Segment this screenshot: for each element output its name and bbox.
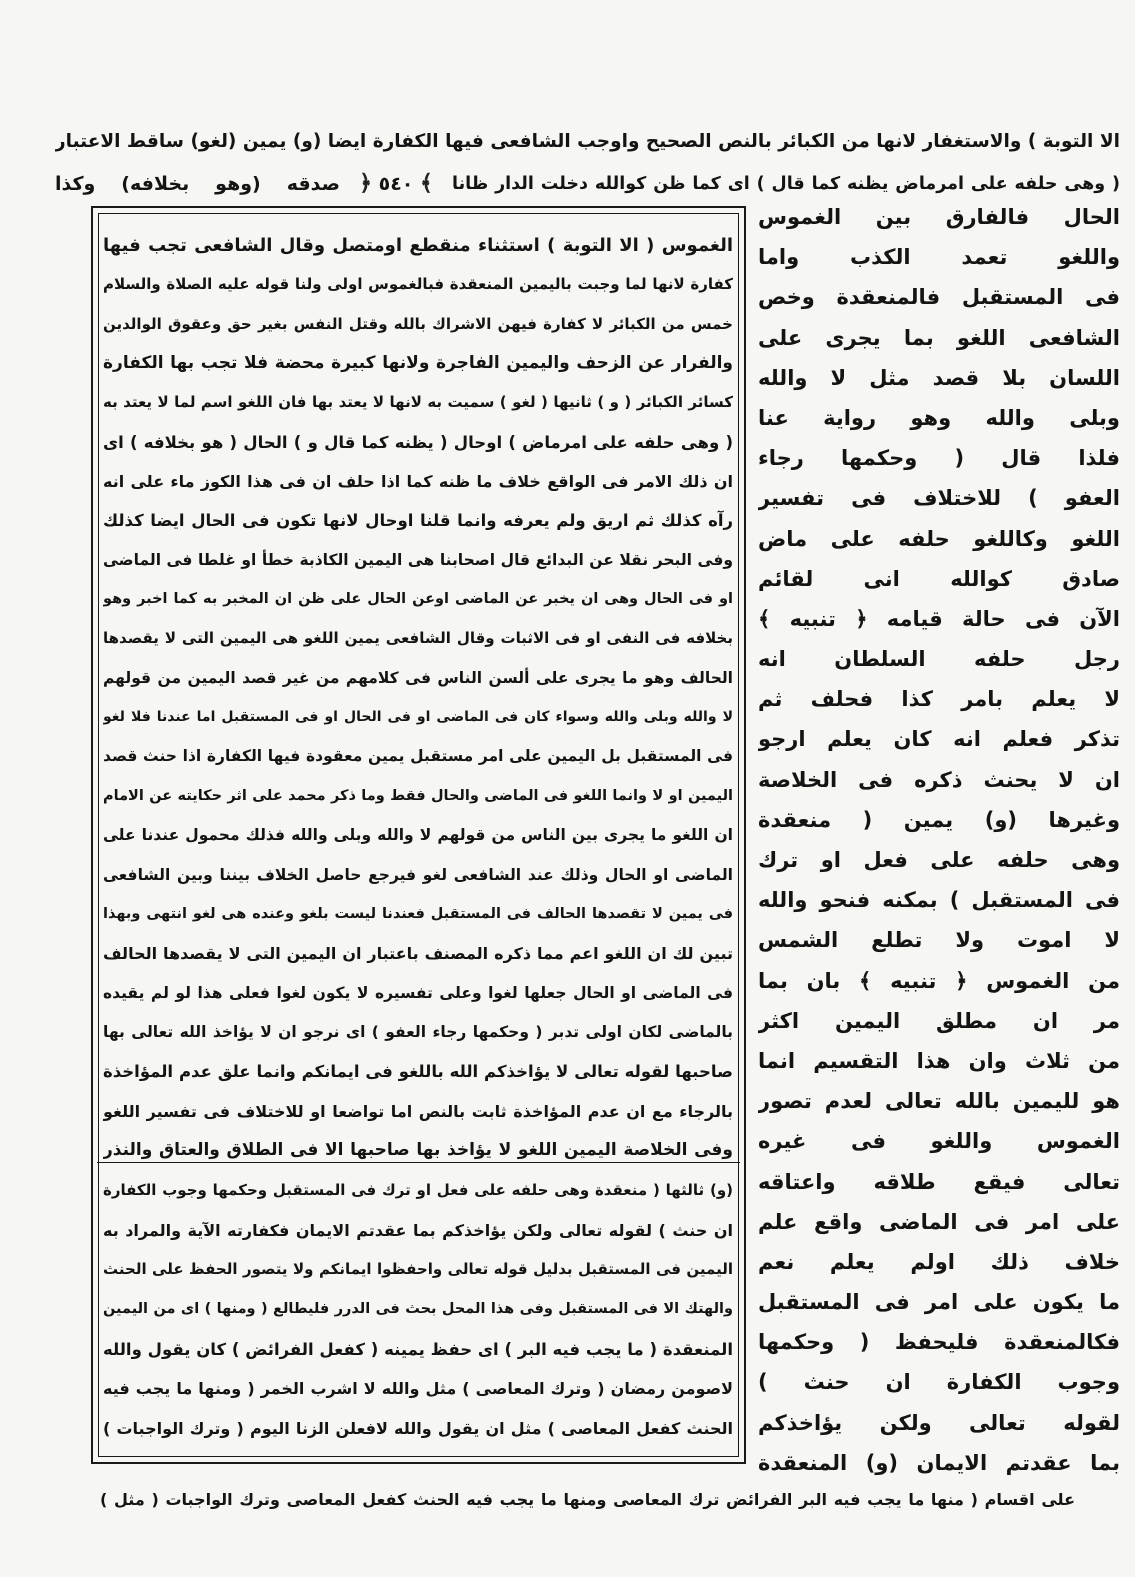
margin-line: وهى حلفه على فعل او ترك [758, 848, 1120, 872]
commentary-box-upper [103, 226, 733, 1170]
margin-line: لقوله تعالى ولكن يؤاخذكم [758, 1410, 1120, 1435]
margin-line: العفو ) للاختلاف فى تفسير [758, 486, 1120, 511]
margin-line: تذكر فعلم انه كان يعلم ارجو [758, 727, 1120, 752]
margin-line: لا يعلم بامر كذا فحلف ثم [758, 687, 1120, 712]
commentary-line: والفرار عن الزحف واليمين الفاجرة ولانها كبيرة محضة فلا تجب بها الكفارة [103, 353, 733, 374]
margin-line: فلذا قال ( وحكمها رجاء [758, 446, 1120, 471]
commentary-line: فى الماضى او الحال جعلها لغوا وعلى تفسيره لا يكون لغوا فعلى هذا لو لم يقيده [103, 983, 733, 1002]
commentary-line: او فى الحال وهى ان يخبر عن الماضى اوعن الحال على ظن ان المخبر به كما اخبر وهو [103, 591, 733, 608]
margin-line: خلاف ذلك اولم يعلم نعم [758, 1249, 1120, 1274]
commentary-line: اليمين او لا وانما اللغو فى الماضى والحال فقط وما ذكر محمد على اثر حكايته عن الامام [103, 787, 733, 804]
commentary-line: كفارة لانها لما وجبت باليمين المنعقدة فبالغموس اولى ولنا قوله عليه الصلاة والسلام [103, 275, 733, 294]
margin-line: ان لا يحنث ذكره فى الخلاصة [758, 767, 1120, 792]
commentary-line: ان ذلك الامر فى الواقع خلاف ما ظنه كما اذا حلف ان فى هذا الكوز ماء على انه [103, 472, 733, 492]
commentary-line: صاحبها لقوله تعالى لا يؤاخذكم الله باللغو فى ايمانكم وانما علق عدم المؤاخذة [103, 1062, 733, 1082]
ornament-right-icon: ﴾ [420, 171, 433, 196]
commentary-line: الغموس ( الا التوبة ) استثناء منقطع اومتصل وقال الشافعى تجب فيها [103, 235, 733, 256]
page-header [55, 121, 1120, 205]
margin-notes-column [758, 197, 1120, 1483]
margin-line: فكالمنعقدة فليحفظ ( وحكمها [758, 1330, 1120, 1355]
commentary-line: بالرجاء مع ان عدم المؤاخذة ثابت بالنص اما تواضعا او للاختلاف فى تفسير اللغو [103, 1101, 733, 1121]
commentary-line: وفى البحر نقلا عن البدائع قال اصحابنا هى اليمين الكاذبة خطأ او غلطا فى الماضى [103, 550, 733, 569]
margin-line: الشافعى اللغو بما يجرى على [758, 325, 1120, 350]
margin-line: لا اموت ولا تطلع الشمس [758, 928, 1120, 953]
commentary-line: تبين لك ان اللغو اعم مما ذكره المصنف باعتبار ان اليمين التى لا يقصدها الحالف [103, 944, 733, 964]
margin-line: على امر فى الماضى واقع علم [758, 1209, 1120, 1234]
margin-line: وبلى والله وهو رواية عنا [758, 405, 1120, 430]
margin-line: الآن فى حالة قيامه ﴿ تنبيه ﴾ [758, 606, 1120, 631]
margin-line: هو لليمين بالله تعالى لعدم تصور [758, 1089, 1120, 1114]
section-divider [97, 1162, 740, 1163]
margin-line: اللسان بلا قصد مثل لا والله [758, 365, 1120, 390]
margin-line: مر ان مطلق اليمين اكثر [758, 1008, 1120, 1033]
margin-line: من الغموس ﴿ تنبيه ﴾ بان بما [758, 968, 1120, 993]
margin-line: وغيرها (و) يمين ( منعقدة [758, 807, 1120, 832]
margin-line: فى المستقبل فالمنعقدة وخص [758, 285, 1120, 310]
commentary-line: الحالف وهو ما يجرى على ألسن الناس فى كلامهم من غير قصد اليمين من قولهم [103, 668, 733, 687]
margin-line: اللغو وكاللغو حلفه على ماض [758, 526, 1120, 551]
page-number: ٥٤٠ [378, 173, 414, 195]
commentary-line: خمس من الكبائر لا كفارة فيهن الاشراك بالله وقتل النفس بغير حق وعقوق الوالدين [103, 314, 733, 333]
commentary-box-lower [103, 1171, 733, 1449]
header-line-2-right: ( وهى حلفه على امرماض يظنه كما قال ) اى كما ظن كوالله دخلت الدار ظانا [452, 174, 1120, 194]
margin-line: تعالى فيقع طلاقه واعتاقه [758, 1169, 1120, 1194]
commentary-line: ان حنث ) لقوله تعالى ولكن يؤاخذكم بما عقدتم الايمان فكفارته الآية والمراد به [103, 1220, 733, 1240]
commentary-line: والهتك الا فى المستقبل وفى هذا المحل بحث فى الدرر فليطالع ( ومنها ) اى من اليمين [103, 1301, 733, 1318]
commentary-line: رآه كذلك ثم اريق ولم يعرفه وانما قلنا اوحال لانها تكون فى الحال ايضا كذلك [103, 511, 733, 531]
margin-line: الحال فالفارق بين الغموس [758, 205, 1120, 229]
commentary-line: بخلافه فى النفى او فى الاثبات وقال الشافعى يمين اللغو هى اليمين التى لا يقصدها [103, 629, 733, 648]
commentary-line: كسائر الكبائر ( و ) ثانيها ( لغو ) سميت به لانها لا يعتد بها فان اللغو اسم لما لا يعتد به [103, 393, 733, 412]
margin-line: الغموس واللغو فى غيره [758, 1129, 1120, 1154]
commentary-line: بالماضى لكان اولى تدبر ( وحكمها رجاء العفو ) اى نرجو ان لا يؤاخذ الله تعالى بها [103, 1022, 733, 1041]
commentary-line: (و) ثالثها ( منعقدة وهى حلفه على فعل او ترك فى المستقبل وحكمها وجوب الكفارة [103, 1181, 733, 1199]
margin-line: وجوب الكفارة ان حنث ) [758, 1370, 1120, 1395]
margin-line: واللغو تعمد الكذب واما [758, 245, 1120, 270]
margin-line: بما عقدتم الايمان (و) المنعقدة [758, 1450, 1120, 1475]
header-line-2-left: صدقه (وهو بخلافه) وكذا [55, 173, 340, 195]
commentary-line: الماضى او الحال وذلك عند الشافعى لغو فيرجع حاصل الخلاف بيننا وبين الشافعى [103, 865, 733, 884]
commentary-line: ( وهى حلفه على امرماض ) اوحال ( يظنه كما قال و ) الحال ( هو بخلافه ) اى [103, 432, 733, 452]
page-number-block [340, 163, 452, 205]
margin-line: فى المستقبل ) بمكنه فنحو والله [758, 888, 1120, 913]
footer-line: على اقسام ( منها ما يجب فيه البر الفرائض ترك المعاصى ومنها ما يجب فيه الحنث كفعل المعاصى وترك الواجبات ( مثل ) [100, 1490, 1075, 1509]
ornament-left-icon: ﴿ [359, 171, 372, 196]
commentary-line: الحنث كفعل المعاصى ) مثل ان يقول والله لافعلن الزنا اليوم ( وترك الواجبات ) [103, 1419, 733, 1439]
commentary-line: فى يمين لا تقصدها الحالف فى المستقبل فعندنا ليست بلغو وعنده هى لغو انتهى وبهذا [103, 905, 733, 922]
margin-line: صادق كوالله انى لقائم [758, 566, 1120, 591]
commentary-line: المنعقدة ( ما يجب فيه البر ) اى حفظ يمينه ( كفعل الفرائض ) كان يقول والله [103, 1339, 733, 1359]
margin-line: من ثلاث وان هذا التقسيم انما [758, 1048, 1120, 1073]
commentary-line: ان اللغو ما يجرى بين الناس من قولهم لا والله وبلى والله فذلك محمول عندنا على [103, 826, 733, 845]
margin-line: رجل حلفه السلطان انه [758, 647, 1120, 672]
margin-line: ما يكون على امر فى المستقبل [758, 1290, 1120, 1315]
commentary-line: فى المستقبل بل اليمين على امر مستقبل يمين معقودة فيها الكفارة اذا حنث قصد [103, 747, 733, 766]
commentary-line: اليمين فى المستقبل بدليل قوله تعالى واحفظوا ايمانكم ولا يتصور الحفظ على الحنث [103, 1260, 733, 1279]
commentary-line: لاصومن رمضان ( وترك المعاصى ) مثل والله لا اشرب الخمر ( ومنها ما يجب فيه [103, 1379, 733, 1399]
header-line-1: الا التوبة ) والاستغفار لانها من الكبائر بالنص الصحيح واوجب الشافعى فيها الكفارة ايضا (و) يمين (لغو) ساقط الاعتبار [55, 131, 1120, 152]
commentary-line: وفى الخلاصة اليمين اللغو لا يؤاخذ بها صاحبها الا فى الطلاق والعتاق والنذر [103, 1139, 733, 1160]
page-footer [100, 1481, 1075, 1519]
commentary-line: لا والله وبلى والله وسواء كان فى الماضى او فى الحال او فى المستقبل اما عندنا فلا لغو [103, 709, 733, 726]
